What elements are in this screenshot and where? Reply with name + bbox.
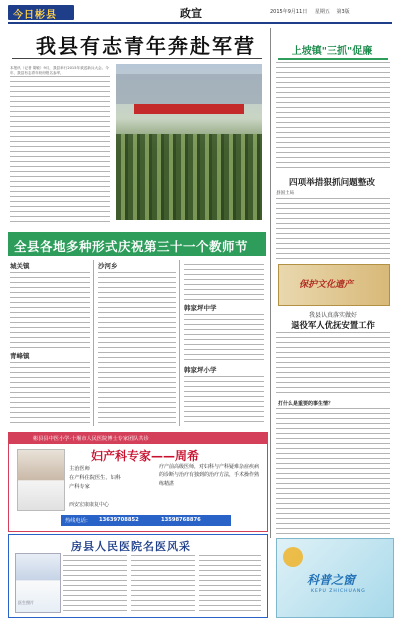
hospital-ad-item-2: 在产科住院医生、妇科 (69, 475, 121, 481)
doctor-ad-text-1 (63, 555, 127, 611)
doctor-ad-title: 房县人民医院名医风采 (71, 540, 191, 553)
section-title: 政宣 (180, 7, 202, 20)
column-body-hanjiaping-primary (184, 376, 264, 426)
hospital-ad-top-line: 彬县县中医小学·十堰市人民医院博士专家团队共诊 (33, 436, 149, 442)
header-rule (8, 22, 392, 24)
cultural-heritage-ad (278, 264, 390, 306)
right-heading-3a: 我县认真落实做好 (308, 312, 357, 319)
hospital-ad-phone-1: 13639708852 (99, 517, 139, 523)
right-heading-4: 打什么是重要的事生情？ (278, 401, 334, 407)
doctor-ad (8, 534, 268, 618)
teachers-day-banner (8, 232, 266, 256)
photo-banner (134, 104, 244, 114)
right-location: 县国土局 (276, 191, 294, 196)
column-title-qingfeng: 青峰镇 (10, 352, 30, 360)
hospital-ad-item-3: 产科专家 (69, 484, 90, 490)
column-title-shahe: 沙河乡 (98, 262, 118, 270)
science-window-title: 科普之窗 (307, 573, 356, 587)
lead-headline: 我县有志青年奔赴军营 (36, 34, 256, 58)
column-body-hanjiaping-middle-2 (184, 314, 264, 364)
doctor-ad-text-3 (199, 555, 261, 611)
right-body-2 (276, 198, 390, 260)
ad-label: 保护文化遗产 (299, 280, 354, 290)
right-body-1 (276, 62, 390, 170)
photo-building (116, 74, 262, 104)
teachers-day-columns (8, 260, 266, 428)
photo-crowd (116, 134, 262, 220)
hospital-ad-clinic: 西安宏康康复中心 (69, 502, 110, 508)
right-heading-2: 四项举措狠抓问题整改 (289, 178, 375, 188)
hospital-ad-items (69, 465, 155, 492)
hospital-ad-description: 疗产前高级医师，对妇科与产科疑难杂症疾病的诊断与治疗有独到的治疗方法，手术操作熟练精湛 (159, 464, 260, 487)
column-body-qingfeng (10, 362, 90, 426)
right-column (274, 28, 392, 538)
right-body-3 (276, 332, 390, 394)
column-title-chengguan: 城关镇 (10, 262, 30, 270)
column-divider-main (270, 28, 271, 538)
logo-text: 今日彬县 (13, 10, 57, 21)
lead-intro: 本报讯（记者 胡敏）9月，我县举行2015年欢送新兵大会。今年，我县有志青年纷纷报名参军， (10, 66, 109, 75)
science-window-subtitle: KEPU ZHICHUANG (311, 589, 366, 594)
right-body-4 (276, 408, 390, 538)
lead-article (8, 28, 266, 228)
hospital-ad-phone-2: 13598768876 (161, 517, 201, 523)
column-body-hanjiaping-middle (184, 264, 264, 302)
issue-date: 2015年9月11日 (270, 9, 308, 15)
header-bar (8, 4, 392, 24)
hospital-ad (8, 432, 268, 532)
lead-headline-rule (12, 58, 262, 59)
doctor-photo-label: 医生照片 (18, 600, 34, 605)
banner-title: 全县各地多种形式庆祝第三十一个教师节 (14, 239, 249, 254)
hospital-ad-top-bar (9, 433, 267, 444)
issue-info (270, 8, 350, 15)
column-title-hanjiaping-primary: 韩家坪小学 (184, 366, 217, 374)
science-window (276, 538, 394, 618)
right-heading-1: 上坡镇"三抓"促廉 (291, 46, 373, 57)
column-body-chengguan (10, 272, 90, 348)
right-heading-1-rule (278, 58, 388, 60)
hospital-ad-phone-label: 热线电话： (65, 518, 91, 524)
newspaper-logo (8, 5, 74, 20)
column-body-shahe (98, 272, 176, 426)
science-icon (283, 547, 303, 567)
issue-weekday: 星期五 (314, 9, 330, 15)
hospital-ad-photo (17, 449, 65, 511)
issue-page: 第3版 (336, 9, 350, 15)
hospital-ad-title: 妇产科专家——周希 (91, 449, 200, 463)
doctor-ad-text-2 (131, 555, 195, 611)
right-heading-3b: 退役军人优抚安置工作 (291, 320, 375, 330)
doctor-ad-photo (15, 553, 61, 613)
column-divider-2 (179, 260, 180, 426)
lead-body-text (10, 76, 110, 226)
column-title-hanjiaping-middle: 韩家坪中学 (184, 304, 217, 312)
right-heading-3 (276, 310, 390, 331)
column-divider-1 (93, 260, 94, 426)
hospital-ad-item-1: 主治医师 (69, 466, 90, 472)
hospital-ad-phone-bar (61, 515, 231, 526)
lead-photo (116, 64, 262, 220)
